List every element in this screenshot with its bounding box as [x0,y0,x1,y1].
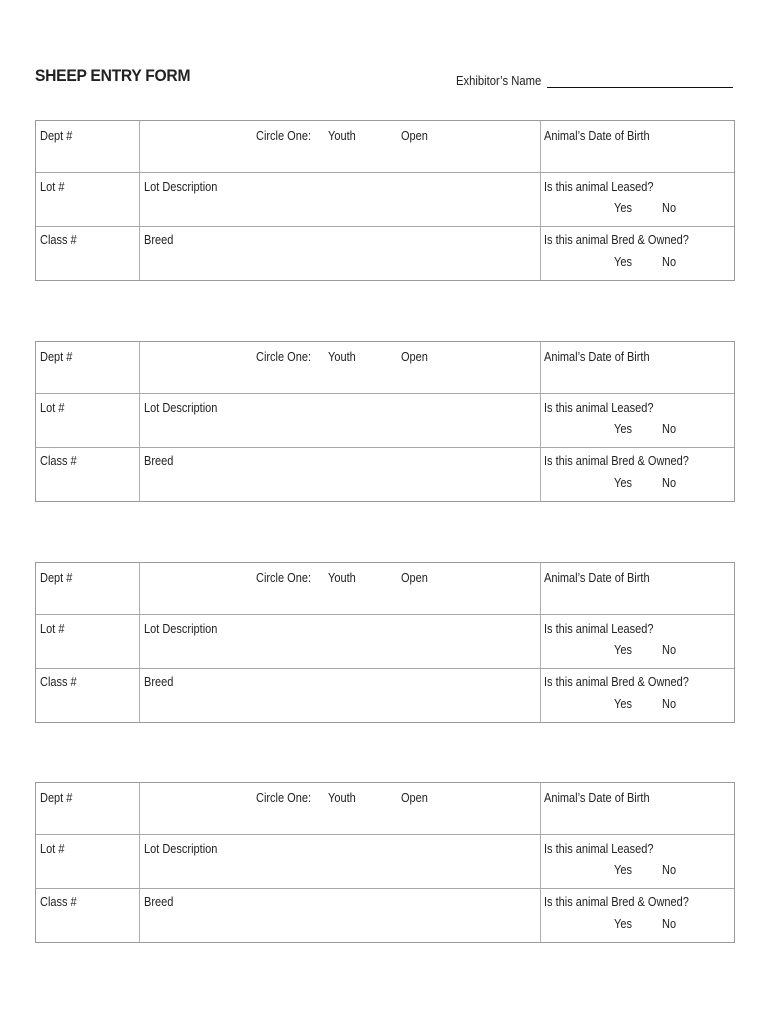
leased-question: Is this animal Leased? [544,401,654,415]
dept-row [36,121,734,173]
column-divider [139,563,140,614]
leased-yes-option[interactable]: Yes [614,201,632,215]
dept-row [36,783,734,835]
lot-label: Lot # [40,401,65,415]
bred-owned-question: Is this animal Bred & Owned? [544,675,689,689]
class-label: Class # [40,895,77,909]
column-divider [540,342,541,393]
circle-one-label: Circle One: [256,129,312,143]
column-divider [139,783,140,834]
breed-label: Breed [144,233,174,247]
lot-description-label: Lot Description [144,622,218,636]
bred-owned-question: Is this animal Bred & Owned? [544,233,689,247]
column-divider [540,889,541,942]
open-option[interactable]: Open [401,350,428,364]
leased-question: Is this animal Leased? [544,842,654,856]
bred-owned-question: Is this animal Bred & Owned? [544,454,689,468]
bred-owned-no-option[interactable]: No [662,476,677,490]
birth-date-label: Animal’s Date of Birth [544,791,650,805]
dept-label: Dept # [40,791,73,805]
class-row [36,227,734,280]
breed-label: Breed [144,454,174,468]
column-divider [139,342,140,393]
birth-date-label: Animal’s Date of Birth [544,129,650,143]
column-divider [540,563,541,614]
open-option[interactable]: Open [401,791,428,805]
leased-no-option[interactable]: No [662,643,677,657]
column-divider [139,121,140,172]
column-divider [540,227,541,280]
dept-row [36,342,734,394]
column-divider [139,173,140,226]
bred-owned-yes-option[interactable]: Yes [614,476,632,490]
class-row [36,889,734,942]
bred-owned-question: Is this animal Bred & Owned? [544,895,689,909]
lot-description-label: Lot Description [144,180,218,194]
column-divider [139,448,140,501]
youth-option[interactable]: Youth [328,129,356,143]
leased-yes-option[interactable]: Yes [614,422,632,436]
column-divider [540,835,541,888]
class-label: Class # [40,233,77,247]
breed-label: Breed [144,895,174,909]
column-divider [540,615,541,668]
column-divider [540,669,541,722]
breed-label: Breed [144,675,174,689]
class-label: Class # [40,454,77,468]
leased-yes-option[interactable]: Yes [614,863,632,877]
lot-description-label: Lot Description [144,401,218,415]
bred-owned-yes-option[interactable]: Yes [614,697,632,711]
column-divider [139,227,140,280]
lot-row [36,173,734,227]
entry-block [35,120,735,281]
column-divider [540,394,541,447]
leased-question: Is this animal Leased? [544,180,654,194]
leased-no-option[interactable]: No [662,422,677,436]
exhibitor-name-label: Exhibitor’s Name [456,74,542,88]
dept-label: Dept # [40,129,73,143]
bred-owned-yes-option[interactable]: Yes [614,255,632,269]
youth-option[interactable]: Youth [328,350,356,364]
lot-description-label: Lot Description [144,842,218,856]
lot-row [36,835,734,889]
column-divider [139,669,140,722]
lot-row [36,394,734,448]
exhibitor-name-field[interactable] [456,72,733,88]
class-row [36,669,734,722]
column-divider [139,394,140,447]
birth-date-label: Animal’s Date of Birth [544,571,650,585]
circle-one-label: Circle One: [256,571,312,585]
column-divider [540,783,541,834]
bred-owned-yes-option[interactable]: Yes [614,917,632,931]
bred-owned-no-option[interactable]: No [662,255,677,269]
open-option[interactable]: Open [401,571,428,585]
bred-owned-no-option[interactable]: No [662,697,677,711]
lot-label: Lot # [40,622,65,636]
entry-block [35,782,735,943]
bred-owned-no-option[interactable]: No [662,917,677,931]
lot-row [36,615,734,669]
lot-label: Lot # [40,180,65,194]
column-divider [139,615,140,668]
entry-block [35,341,735,502]
form-title: SHEEP ENTRY FORM [35,66,191,85]
entry-block [35,562,735,723]
leased-no-option[interactable]: No [662,863,677,877]
column-divider [540,173,541,226]
column-divider [540,448,541,501]
circle-one-label: Circle One: [256,350,312,364]
exhibitor-name-line[interactable] [547,72,733,88]
dept-label: Dept # [40,571,73,585]
leased-yes-option[interactable]: Yes [614,643,632,657]
dept-row [36,563,734,615]
open-option[interactable]: Open [401,129,428,143]
youth-option[interactable]: Youth [328,791,356,805]
lot-label: Lot # [40,842,65,856]
class-row [36,448,734,501]
birth-date-label: Animal’s Date of Birth [544,350,650,364]
column-divider [540,121,541,172]
circle-one-label: Circle One: [256,791,312,805]
class-label: Class # [40,675,77,689]
leased-question: Is this animal Leased? [544,622,654,636]
dept-label: Dept # [40,350,73,364]
youth-option[interactable]: Youth [328,571,356,585]
column-divider [139,835,140,888]
column-divider [139,889,140,942]
leased-no-option[interactable]: No [662,201,677,215]
